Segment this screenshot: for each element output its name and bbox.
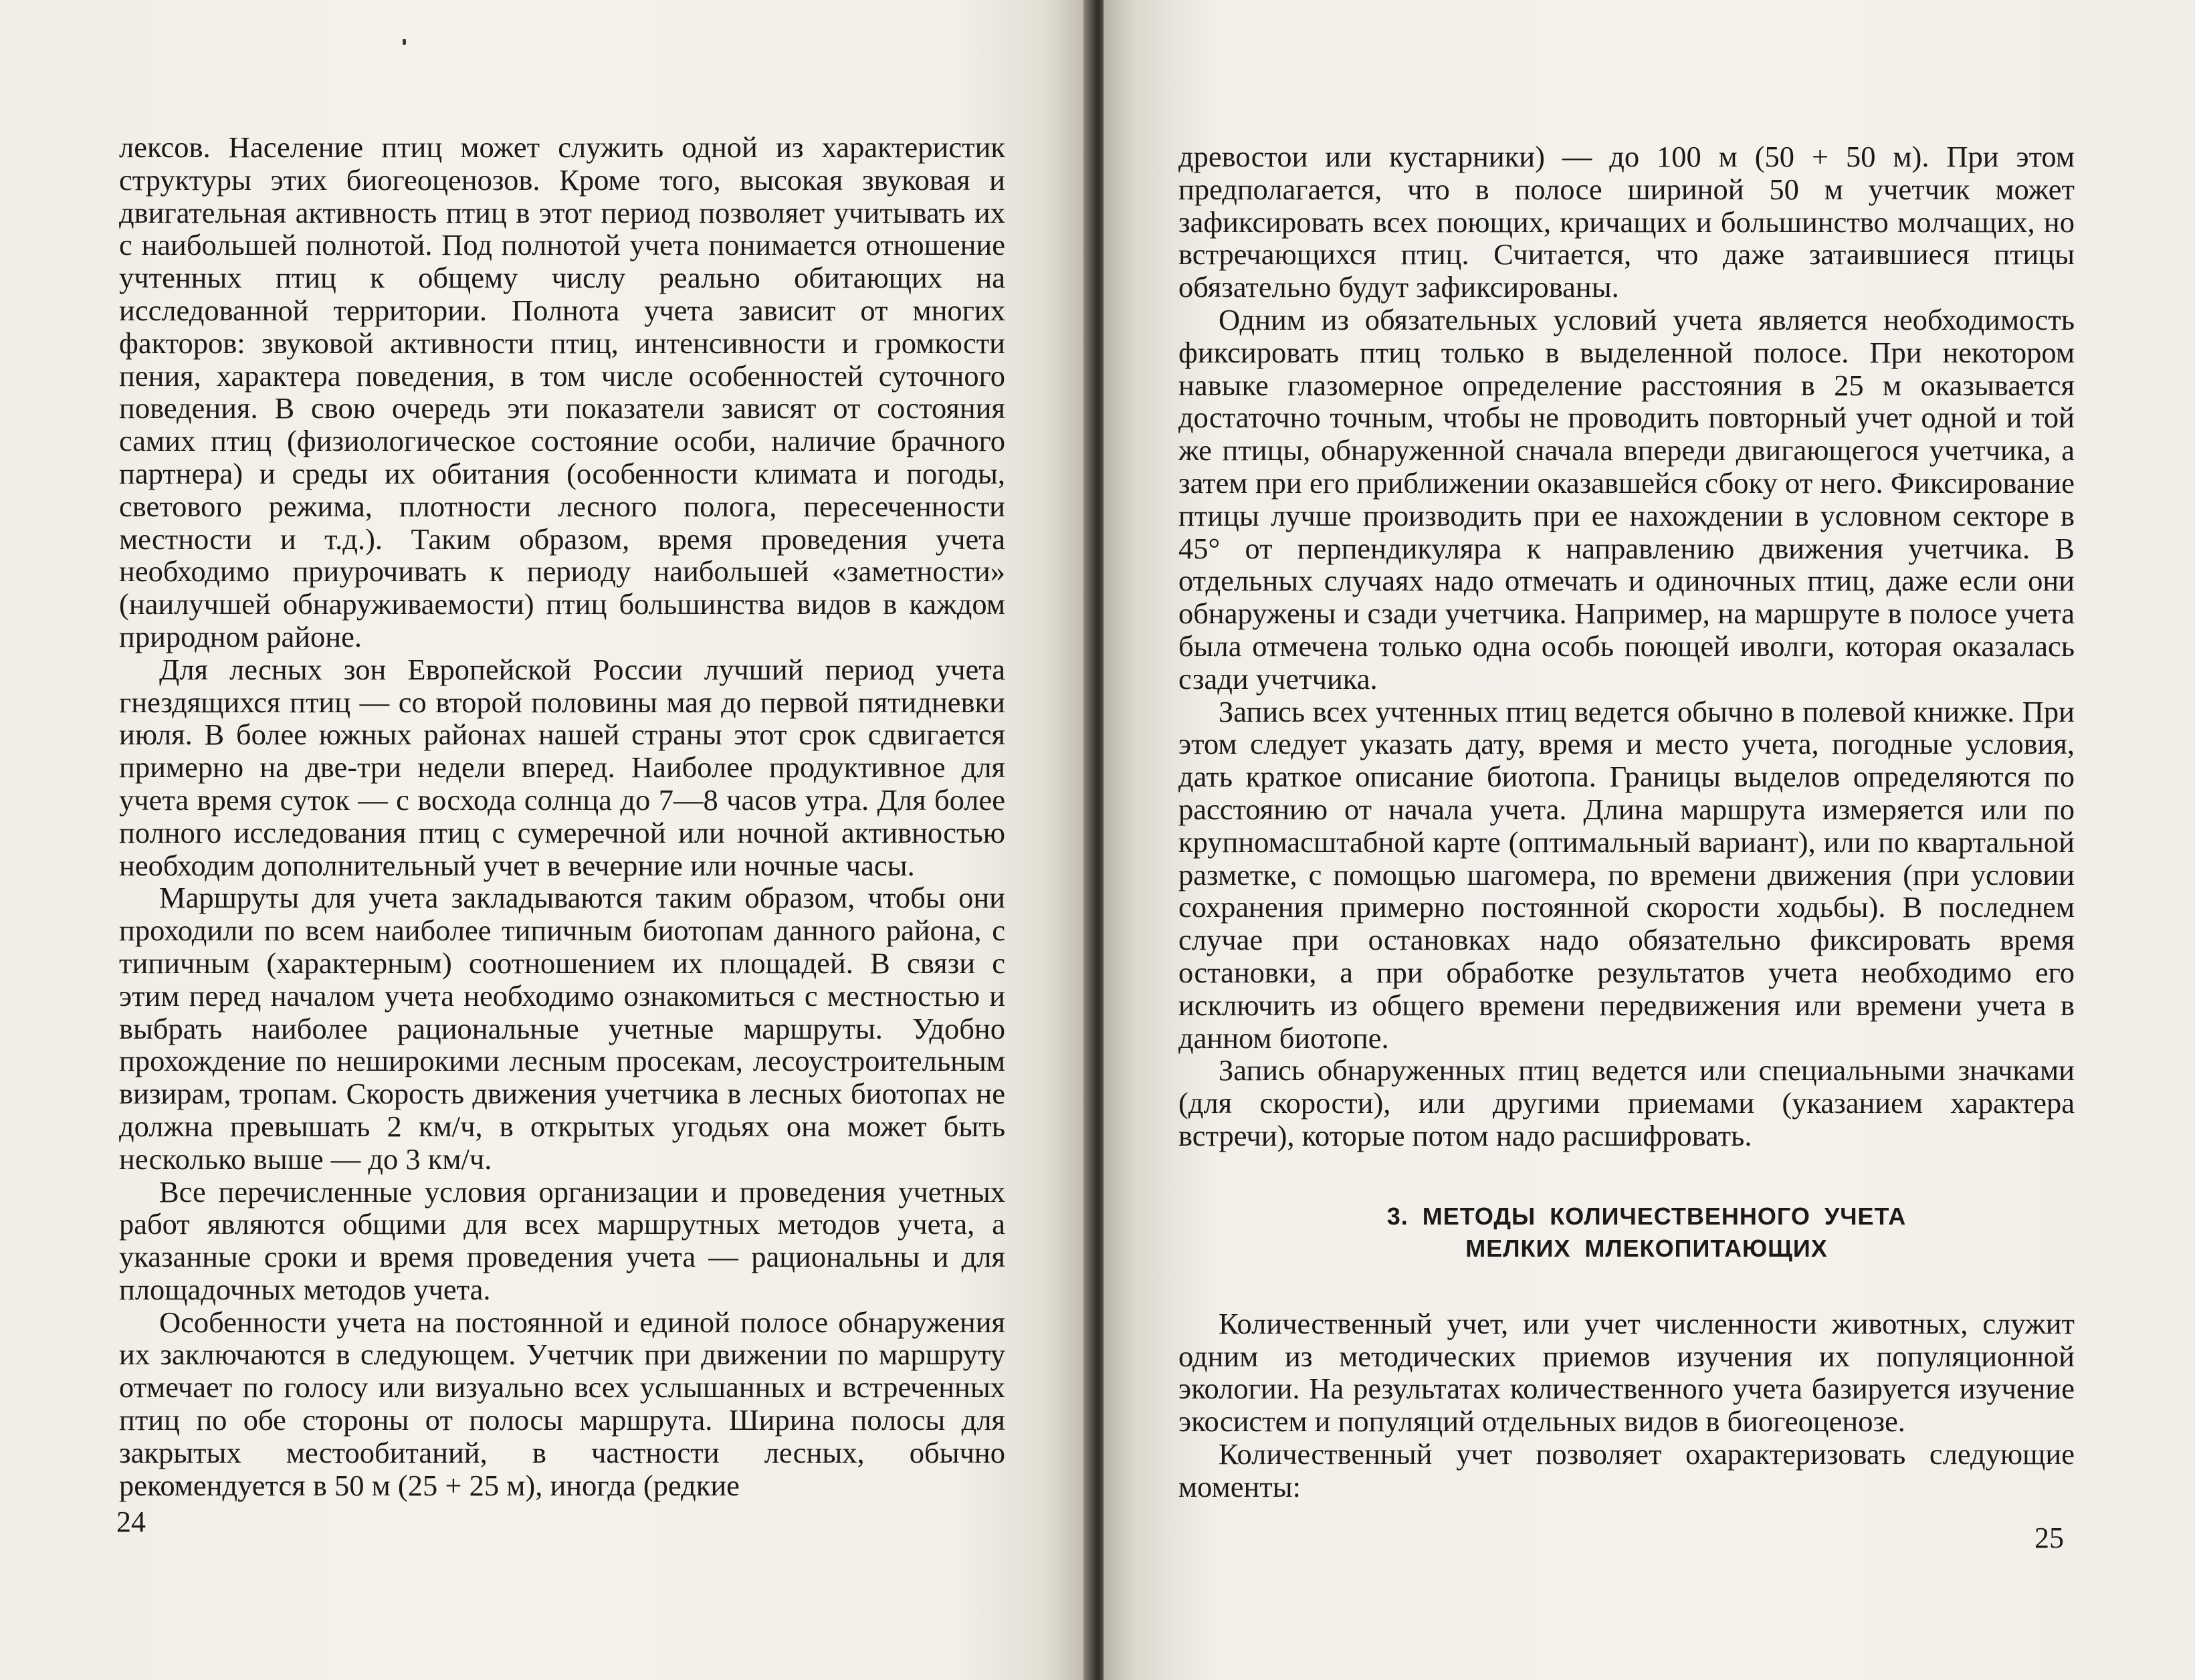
paragraph: Количественный учет, или учет численности животных, служит одним из методических приемов изучения их популяционной экологии. На результатах количественного учета базируется изучение экосистем и популяций отдельных видов в биогеоценозе. — [1178, 1306, 2075, 1439]
paragraph: лексов. Население птиц может служить одной из характеристик структуры этих биогеоценозов. Кроме того, высокая звуковая и двигательная активность птиц в этот период позволяет учитывать их с наибольшей полнотой. Под полнотой учета понимается отношение учтенных птиц к общему числу реально обитающих на исследованной территории. Полнота учета зависит от многих факторов: звуковой активности птиц, интенсивности и громкости пения, характера поведения, в том числе особенностей суточного поведения. В свою очередь эти показатели зависят от состояния самих птиц (физиологическое состояние особи, наличие брачного партнера) и среды их обитания (особенности климата и погоды, светового режима, плотности лесного полога, пересеченности местности и т.д.). Таким образом, время проведения учета необходимо приурочивать к периоду наибольшей «заметности» (наилучшей обнаруживаемости) птиц большинства видов в каждом природном районе. — [119, 130, 1005, 653]
paragraph: Запись обнаруженных птиц ведется или специальными значками (для скорости), или другими приемами (указанием характера встречи), которые потом надо расшифровать. — [1178, 1053, 2075, 1152]
section-heading-line: 3. МЕТОДЫ КОЛИЧЕСТВЕННОГО УЧЕТА — [1386, 1202, 1907, 1230]
paragraph: древостои или кустарники) — до 100 м (50 + 50 м). При этом предполагается, что в полосе шириной 50 м учетчик может зафиксировать всех поющих, кричащих и большинство молчащих, но встречающихся птиц. Считается, что даже затаившиеся птицы обязательно будут зафиксированы. — [1178, 140, 2075, 304]
paragraph: Для лесных зон Европейской России лучший период учета гнездящихся птиц — со второй половины мая до первой пятидневки июля. В более южных районах нашей страны этот срок сдвигается примерно на две-три недели вперед. Наиболее продуктивное для учета время суток — с восхода солнца до 7—8 часов утра. Для более полного исследования птиц с сумеречной или ночной активностью необходим дополнительный учет в вечерние или ночные часы. — [119, 652, 1005, 882]
right-page — [1104, 0, 2195, 1680]
paragraph: Особенности учета на постоянной и единой полосе обнаружения их заключаются в следующем. Учетчик при движении по маршруту отмечает по голосу или визуально всех услышанных и встреченных птиц по обе стороны от полосы маршрута. Ширина полосы для закрытых местообитаний, в частности лесных, обычно рекомендуется в 50 м (25 + 25 м), иногда (редкие — [119, 1305, 1005, 1502]
page-number-right: 25 — [2034, 1521, 2064, 1554]
section-heading — [1219, 1200, 2075, 1265]
paragraph: Одним из обязательных условий учета является необходимость фиксировать птиц только в выделенной полосе. При некотором навыке глазомерное определение расстояния в 25 м оказывается достаточно точным, чтобы не проводить повторный учет одной и той же птицы, обнаруженной сначала впереди двигающегося учетчика, а затем при его приближении оказавшейся сбоку от него. Фиксирование птицы лучше производить при ее нахождении в условном секторе в 45° от перпендикуляра к направлению движения учетчика. В отдельных случаях надо отмечать и одиночных птиц, даже если они обнаружены и сзади учетчика. Например, на маршруте в полосе учета была отмечена только одна особь поющей иволги, которая оказалась сзади учетчика. — [1178, 302, 2075, 696]
right-page-text — [1178, 140, 2075, 1503]
left-page — [0, 0, 1089, 1680]
section-heading-line: МЕЛКИХ МЛЕКОПИТАЮЩИХ — [1465, 1234, 1828, 1262]
paragraph: Запись всех учтенных птиц ведется обычно в полевой книжке. При этом следует указать дату, время и место учета, погодные условия, дать краткое описание биотопа. Границы выделов определяются по расстоянию от начала учета. Длина маршрута измеряется или по крупномасштабной карте (оптимальный вариант), или по квартальной разметке, с помощью шагомера, по времени движения (при условии сохранения примерно постоянной скорости ходьбы). В последнем случае при остановках надо обязательно фиксировать время остановки, а при обработке результатов учета необходимо его исключить из общего времени передвижения или времени учета в данном биотопе. — [1178, 694, 2075, 1055]
paragraph: Все перечисленные условия организации и проведения учетных работ являются общими для всех маршрутных методов учета, а указанные сроки и время проведения учета — рациональны и для площадочных методов учета. — [119, 1174, 1005, 1306]
page-number-left: 24 — [116, 1505, 146, 1538]
print-speck — [403, 39, 406, 45]
left-page-text — [119, 131, 1005, 1501]
paragraph: Количественный учет позволяет охарактеризовать следующие моменты: — [1178, 1437, 2075, 1503]
paragraph: Маршруты для учета закладываются таким образом, чтобы они проходили по всем наиболее типичным биотопам данного района, с типичным (характерным) соотношением их площадей. В связи с этим перед началом учета необходимо ознакомиться с местностью и выбрать наиболее рациональные учетные маршруты. Удобно прохождение по неширокими лесным просекам, лесоустроительным визирам, тропам. Скорость движения учетчика в лесных биотопах не должна превышать 2 км/ч, в открытых угодьях она может быть несколько выше — до 3 км/ч. — [119, 881, 1005, 1176]
